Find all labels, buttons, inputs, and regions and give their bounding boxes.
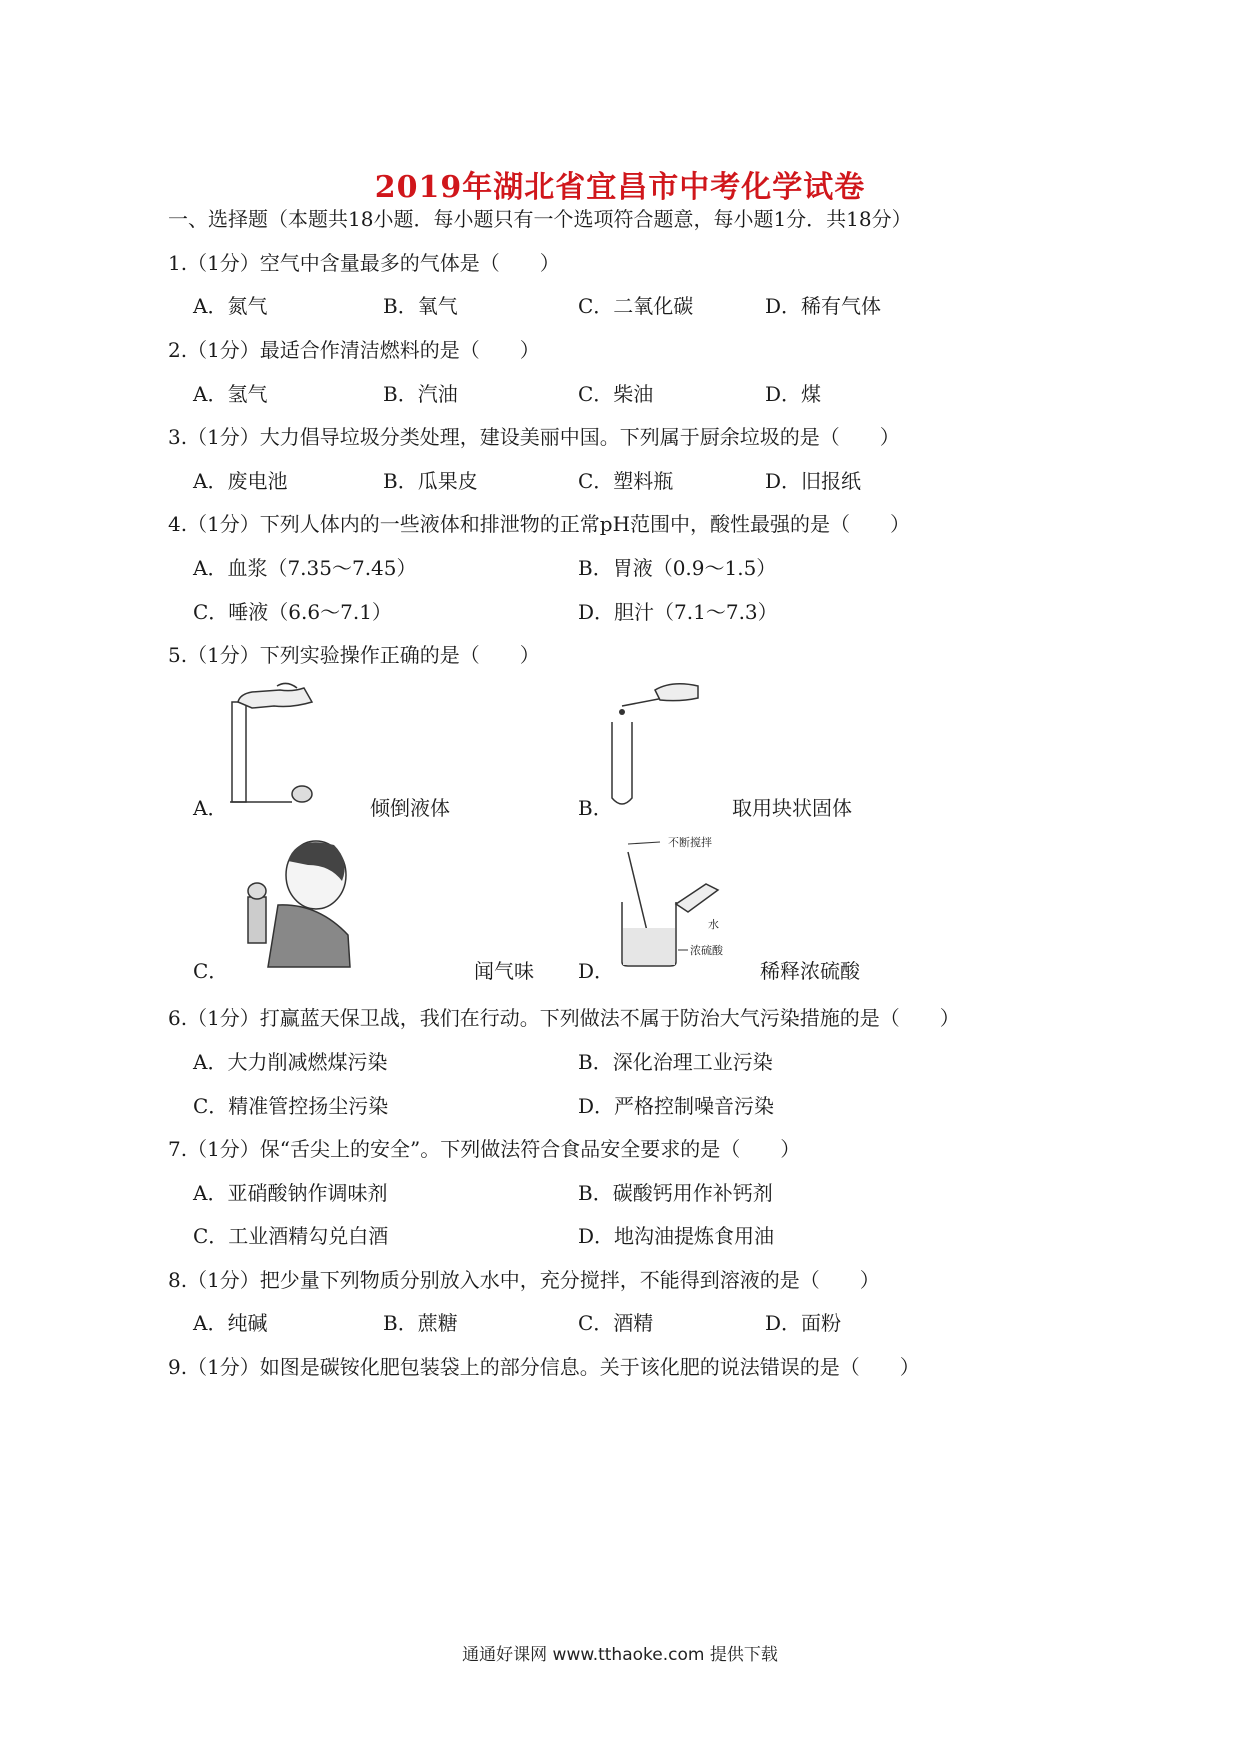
question-9-stem: 9.（1分）如图是碳铵化肥包装袋上的部分信息。关于该化肥的说法错误的是（ ） <box>168 1355 920 1379</box>
question-2-option-b: B．汽油 <box>383 382 458 406</box>
question-7-stem: 7.（1分）保“舌尖上的安全”。下列做法符合食品安全要求的是（ ） <box>168 1137 801 1161</box>
question-2-option-c: C．柴油 <box>578 382 654 406</box>
add-solid-figure <box>600 680 705 810</box>
question-8-option-b: B．蔗糖 <box>383 1311 458 1335</box>
question-7-option-b: B．碳酸钙用作补钙剂 <box>578 1181 773 1205</box>
question-2-option-a: A．氢气 <box>193 382 268 406</box>
question-6-option-b: B．深化治理工业污染 <box>578 1050 773 1074</box>
question-5-option-a: A． <box>193 796 228 820</box>
question-2-stem: 2.（1分）最适合作清洁燃料的是（ ） <box>168 338 540 362</box>
question-7-option-a: A．亚硝酸钠作调味剂 <box>193 1181 388 1205</box>
question-8-option-d: D．面粉 <box>765 1311 842 1335</box>
page-title: 2019年湖北省宜昌市中考化学试卷 <box>374 170 866 205</box>
question-5-option-c: C． <box>193 959 229 983</box>
question-3-option-a: A．废电池 <box>193 469 288 493</box>
question-7-option-c: C．工业酒精勾兑白酒 <box>193 1224 389 1248</box>
question-1-option-c: C．二氧化碳 <box>578 294 694 318</box>
question-3-stem: 3.（1分）大力倡导垃圾分类处理，建设美丽中国。下列属于厨余垃圾的是（ ） <box>168 425 900 449</box>
question-2-option-d: D．煤 <box>765 382 822 406</box>
stir-label: 不断搅拌 <box>668 836 712 849</box>
question-3-option-b: B．瓜果皮 <box>383 469 478 493</box>
question-1-option-a: A．氮气 <box>193 294 268 318</box>
question-8-stem: 8.（1分）把少量下列物质分别放入水中，充分搅拌，不能得到溶液的是（ ） <box>168 1268 880 1292</box>
caption-dilute-acid: 稀释浓硫酸 <box>760 959 860 983</box>
question-4-option-d: D．胆汁（7.1～7.3） <box>578 600 778 624</box>
question-1-option-d: D．稀有气体 <box>765 294 882 318</box>
question-6-option-d: D．严格控制噪音污染 <box>578 1094 775 1118</box>
question-5-option-d: D． <box>578 959 615 983</box>
question-5-stem: 5.（1分）下列实验操作正确的是（ ） <box>168 643 540 667</box>
question-4-option-c: C．唾液（6.6～7.1） <box>193 600 392 624</box>
question-3-option-d: D．旧报纸 <box>765 469 862 493</box>
caption-add-solid: 取用块状固体 <box>732 796 852 820</box>
pour-liquid-figure <box>222 682 332 807</box>
question-3-option-c: C．塑料瓶 <box>578 469 674 493</box>
question-4-option-a: A．血浆（7.35～7.45） <box>193 556 417 580</box>
dilute-acid-figure <box>610 832 740 972</box>
question-6-option-c: C．精准管控扬尘污染 <box>193 1094 389 1118</box>
caption-pour-liquid: 倾倒液体 <box>370 796 450 820</box>
question-5-option-b: B． <box>578 796 613 820</box>
question-4-stem: 4.（1分）下列人体内的一些液体和排泄物的正常pH范围中，酸性最强的是（ ） <box>168 512 911 536</box>
question-8-option-c: C．酒精 <box>578 1311 654 1335</box>
question-6-stem: 6.（1分）打赢蓝天保卫战，我们在行动。下列做法不属于防治大气污染措施的是（ ） <box>168 1006 960 1030</box>
caption-smell-gas: 闻气味 <box>474 959 534 983</box>
question-8-option-a: A．纯碱 <box>193 1311 268 1335</box>
acid-label: 浓硫酸 <box>690 944 723 957</box>
section-heading: 一、选择题（本题共18小题．每小题只有一个选项符合题意，每小题1分．共18分） <box>168 207 912 231</box>
question-7-option-d: D．地沟油提炼食用油 <box>578 1224 775 1248</box>
page-footer: 通通好课网 www.tthaoke.com 提供下载 <box>462 1645 778 1665</box>
smell-gas-figure <box>238 835 358 970</box>
question-1-option-b: B．氧气 <box>383 294 458 318</box>
question-4-option-b: B．胃液（0.9～1.5） <box>578 556 777 580</box>
question-1-stem: 1.（1分）空气中含量最多的气体是（ ） <box>168 251 560 275</box>
water-label: 水 <box>708 918 719 931</box>
question-6-option-a: A．大力削减燃煤污染 <box>193 1050 388 1074</box>
